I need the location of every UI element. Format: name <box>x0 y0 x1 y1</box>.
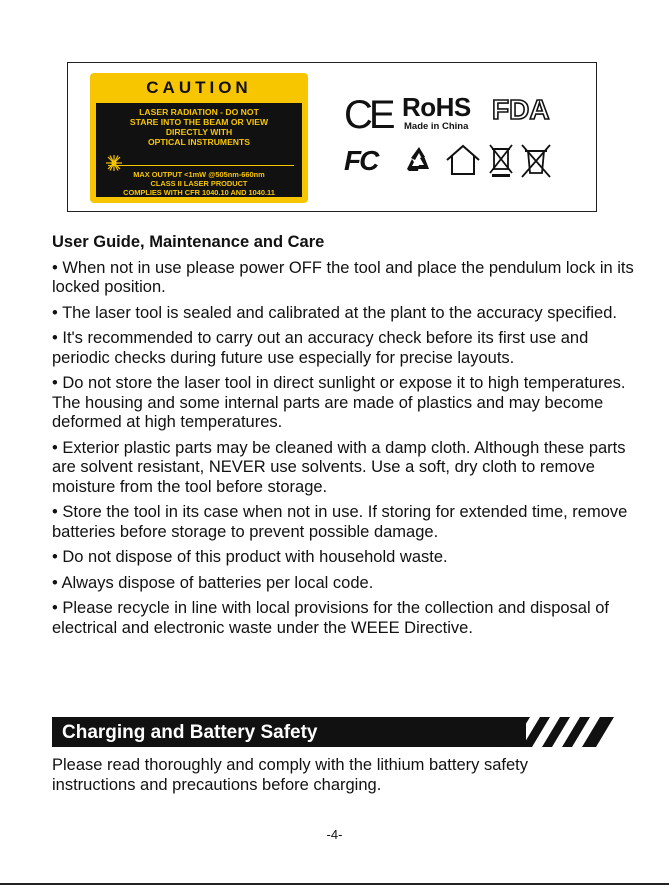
caution-title: CAUTION <box>146 78 252 97</box>
laser-starburst-icon <box>106 155 122 171</box>
weee-bin-icon <box>488 143 514 179</box>
section-intro: Please read thoroughly and comply with the lithium battery safety instructions and precautions before charging. <box>52 756 529 794</box>
caution-warning-panel <box>96 103 302 197</box>
fcc-logo: FC <box>344 145 378 176</box>
guide-bullet: • Exterior plastic parts may be cleaned with a damp cloth. Although these parts are solvent resistant, NEVER use solvents. Use a soft, dry cloth to remove moisture from the tool before storage. <box>52 438 626 496</box>
spec-line: MAX OUTPUT <1mW @505nm-660nm <box>133 170 265 179</box>
laser-caution-label <box>90 73 308 203</box>
spec-line: COMPLIES WITH CFR 1040.10 AND 1040.11 <box>123 188 275 197</box>
guide-bullet: • When not in use please power OFF the tool and place the pendulum lock in its locked position. <box>52 258 634 296</box>
section-heading: User Guide, Maintenance and Care <box>52 233 325 251</box>
rohs-mark: RoHS <box>402 92 471 122</box>
guide-bullet: • Store the tool in its case when not in use. If storing for extended time, remove batteries before storage to prevent possible damage. <box>52 503 628 541</box>
home-icon <box>444 143 482 177</box>
guide-bullet: • The laser tool is sealed and calibrated at the plant to the accuracy specified. <box>52 303 617 322</box>
recycle-icon <box>402 143 436 177</box>
footer-rule <box>0 883 669 885</box>
user-guide-section <box>52 233 642 644</box>
guide-bullet: • It's recommended to carry out an accuracy check before its first use and periodic checks during future use especially for precise layouts. <box>52 329 589 367</box>
compliance-label-box <box>67 62 597 212</box>
guide-bullet: • Please recycle in line with local provisions for the collection and disposal of electrical and electronic waste under the WEEE Directive. <box>52 599 609 637</box>
guide-bullet: • Always dispose of batteries per local code. <box>52 573 374 592</box>
warning-line: LASER RADIATION - DO NOT <box>139 107 259 117</box>
fda-text: FDA <box>492 95 550 123</box>
made-in-label: Made in China <box>404 121 469 132</box>
guide-bullet: • Do not store the laser tool in direct sunlight or expose it to high temperatures. The housing and some internal parts are made of plastics and may become deformed at high temperatures. <box>52 374 626 431</box>
warning-line: OPTICAL INSTRUMENTS <box>147 137 250 147</box>
fda-logo <box>492 95 558 123</box>
ce-mark: CE <box>344 93 392 137</box>
section-banner: Charging and Battery Safety <box>52 717 526 747</box>
warning-line: STARE INTO THE BEAM OR VIEW <box>129 117 269 127</box>
weee-battery-icon <box>520 143 552 179</box>
guide-bullet: • Do not dispose of this product with household waste. <box>52 548 448 566</box>
spec-line: CLASS II LASER PRODUCT <box>150 179 248 188</box>
page-number: -4- <box>326 827 343 842</box>
divider <box>108 165 294 166</box>
certification-marks <box>344 91 564 191</box>
banner-stripes <box>502 717 614 747</box>
warning-line: DIRECTLY WITH <box>165 127 233 137</box>
